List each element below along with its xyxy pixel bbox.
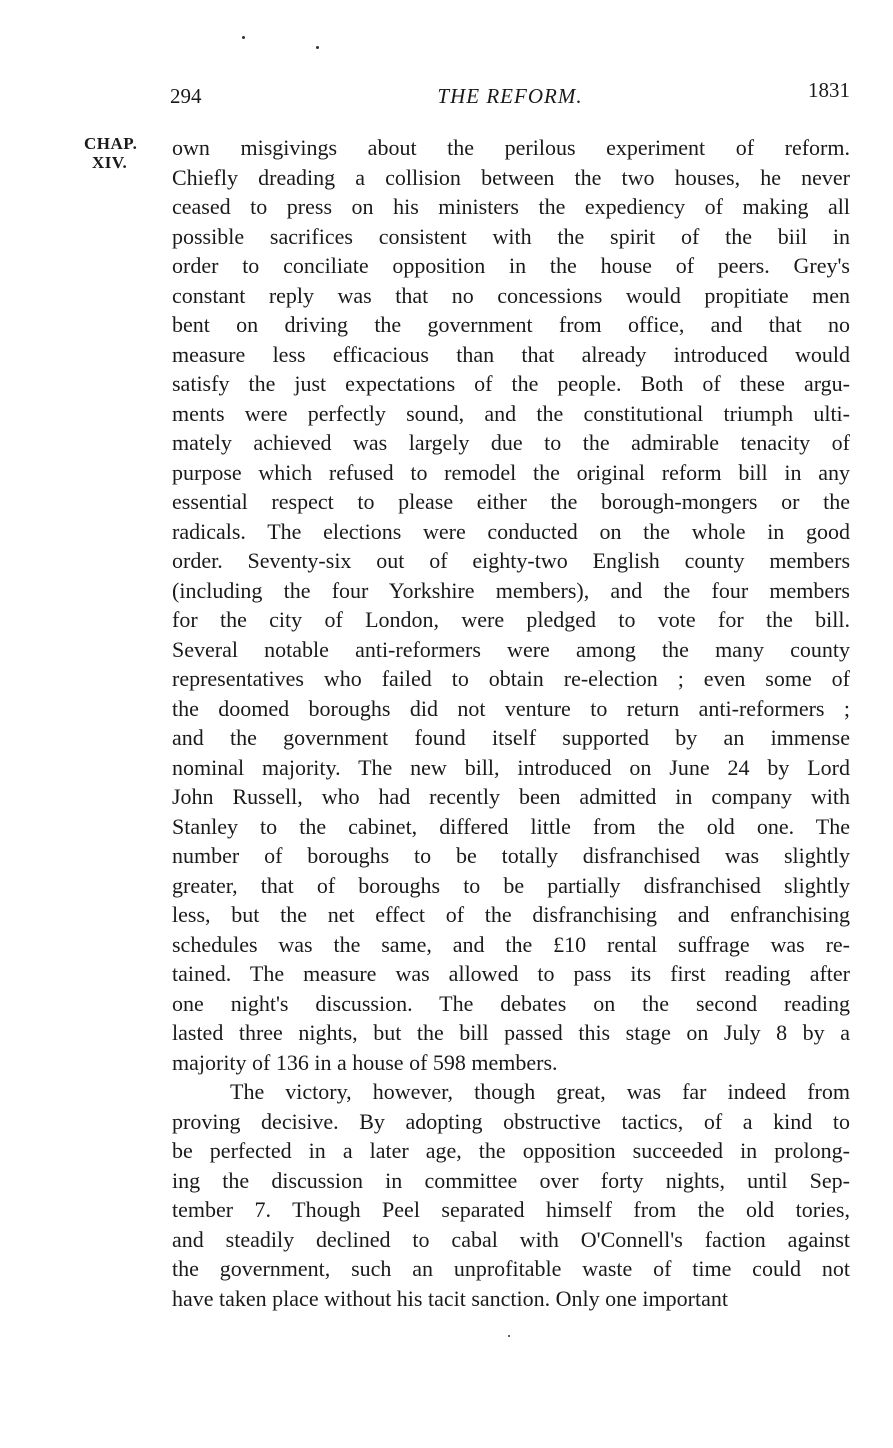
running-year: 1831 (808, 78, 850, 102)
text-line: possible sacrifices consistent with the spirit of the biil in (172, 223, 850, 249)
text-line: ceased to press on his ministers the expediency of making all (172, 194, 850, 219)
text-line: nominal majority. The new bill, introduced on June 24 by Lord (172, 754, 850, 780)
text-line: lasted three nights, but the bill passed this stage on July 8 by a (172, 1020, 850, 1045)
print-speck (242, 36, 245, 39)
page-number: 294 (170, 84, 202, 108)
text-line: bent on driving the government from office, and that no (172, 312, 850, 337)
text-line: schedules was the same, and the £10 rental suffrage was re- (172, 931, 850, 957)
text-line: satisfy the just expectations of the people. Both of these argu- (172, 371, 850, 396)
text-line: measure less efficacious than that already introduced would (172, 341, 850, 367)
text-line: proving decisive. By adopting obstructive tactics, of a kind to (172, 1108, 850, 1134)
text-line: order to conciliate opposition in the house of peers. Grey's (172, 253, 850, 278)
text-line: order. Seventy-six out of eighty-two English county members (172, 548, 850, 573)
text-line: tember 7. Though Peel separated himself from the old tories, (172, 1197, 850, 1222)
text-line: greater, that of boroughs to be partially disfranchised slightly (172, 872, 850, 898)
body-text (172, 133, 850, 1313)
paragraph (172, 1077, 850, 1313)
chapter-margin-note (84, 134, 164, 172)
text-line: and the government found itself supported by an immense (172, 725, 850, 750)
text-line: for the city of London, were pledged to vote for the bill. (172, 607, 850, 632)
running-head (170, 78, 850, 114)
text-line: John Russell, who had recently been admitted in company with (172, 784, 850, 809)
text-line: Several notable anti-reformers were among the many county (172, 636, 850, 662)
text-line: number of boroughs to be totally disfranchised was slightly (172, 843, 850, 868)
text-line: mately achieved was largely due to the admirable tenacity of (172, 430, 850, 455)
text-line: (including the four Yorkshire members), and the four members (172, 577, 850, 603)
text-line: representatives who failed to obtain re-election ; even some of (172, 666, 850, 691)
text-line: less, but the net effect of the disfranchising and enfranchising (172, 902, 850, 927)
print-speck (508, 1335, 510, 1337)
chapter-label: CHAP. (84, 134, 138, 153)
text-line: Chiefly dreading a collision between the two houses, he never (172, 164, 850, 190)
paragraph (172, 133, 850, 1077)
text-line: and steadily declined to cabal with O'Connell's faction against (172, 1226, 850, 1252)
print-speck (316, 46, 319, 49)
text-line: ments were perfectly sound, and the constitutional triumph ulti- (172, 400, 850, 426)
chapter-number: XIV. (92, 153, 128, 172)
text-line: The victory, however, though great, was far indeed from (230, 1079, 850, 1104)
text-line: radicals. The elections were conducted on the whole in good (172, 518, 850, 544)
text-line: ing the discussion in committee over forty nights, until Sep- (172, 1167, 850, 1193)
text-line: have taken place without his tacit sanction. Only one important (172, 1285, 728, 1311)
text-line: the doomed boroughs did not venture to return anti-reformers ; (172, 695, 850, 721)
text-line: constant reply was that no concessions would propitiate men (172, 282, 850, 308)
text-line: majority of 136 in a house of 598 members. (172, 1049, 558, 1075)
text-line: tained. The measure was allowed to pass its first reading after (172, 961, 850, 986)
running-title: THE REFORM. (437, 84, 583, 108)
text-line: own misgivings about the perilous experiment of reform. (172, 135, 850, 160)
text-line: essential respect to please either the borough-mongers or the (172, 489, 850, 514)
text-line: the government, such an unprofitable waste of time could not (172, 1256, 850, 1281)
text-line: be perfected in a later age, the opposition succeeded in prolong- (172, 1138, 850, 1163)
text-line: Stanley to the cabinet, differed little from the old one. The (172, 813, 850, 839)
text-line: purpose which refused to remodel the original reform bill in any (172, 459, 850, 485)
text-line: one night's discussion. The debates on the second reading (172, 990, 850, 1016)
